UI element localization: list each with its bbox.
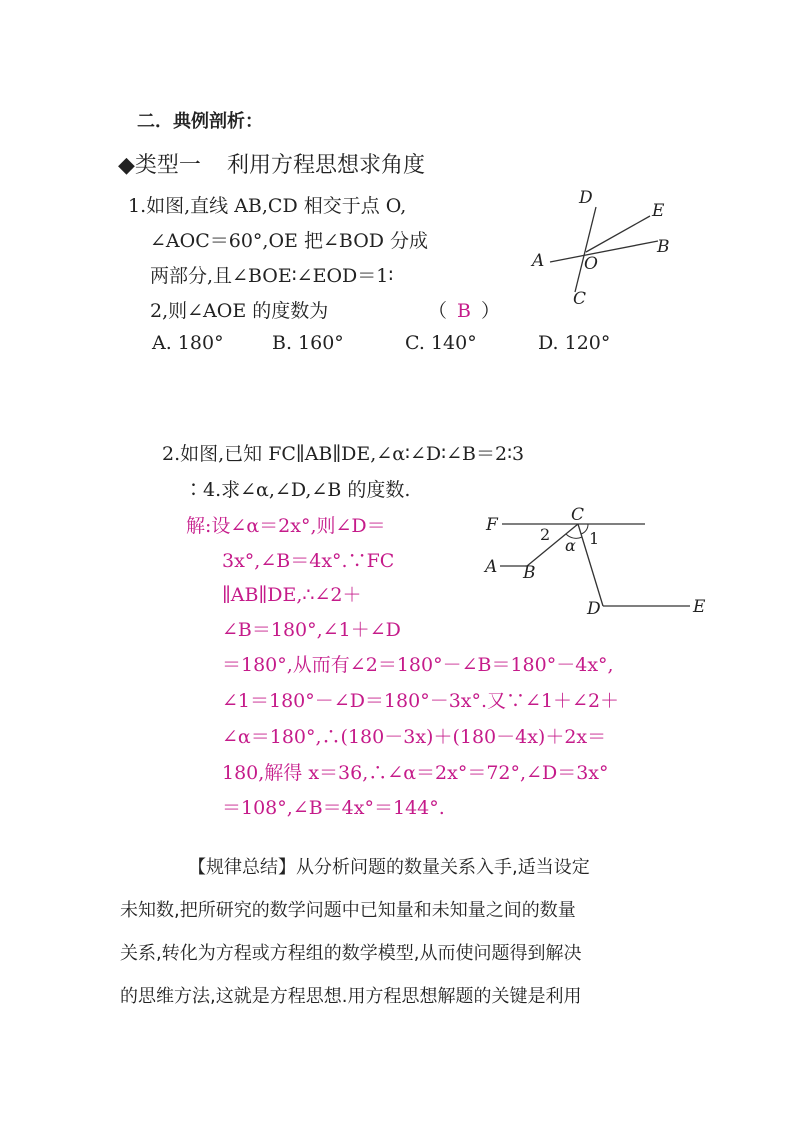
q1-answer-bracket: （ B ）: [428, 300, 500, 322]
solution-line: ∠α＝180°,∴(180－3x)＋(180－4x)＋2x＝: [222, 726, 607, 748]
label-b: B: [523, 563, 536, 583]
solution-line: ∠1＝180°－∠D＝180°－3x°.又∵∠1＋∠2＋: [222, 690, 620, 712]
solution-line: 180,解得 x＝36,∴∠α＝2x°＝72°,∠D＝3x°: [222, 762, 609, 784]
solution-line: ＝108°,∠B＝4x°＝144°.: [222, 797, 445, 819]
q2-line-2: ∶4.求∠α,∠D,∠B 的度数.: [184, 479, 411, 501]
q1-line-4: 2,则∠AOE 的度数为: [150, 300, 329, 322]
label-c: C: [573, 289, 587, 309]
label-angle-2: 2: [540, 525, 551, 544]
solution-line: ＝180°,从而有∠2＝180°－∠B＝180°－4x°,: [222, 654, 614, 676]
q1-line-1: 1.如图,直线 AB,CD 相交于点 O,: [128, 195, 407, 217]
q1-line-2: ∠AOC＝60°,OE 把∠BOD 分成: [150, 230, 429, 252]
summary-line: 关系,转化为方程或方程组的数学模型,从而使问题得到解决: [120, 943, 582, 964]
label-f: F: [486, 515, 498, 535]
q1-figure: [0, 0, 794, 400]
line-cd: [575, 207, 596, 292]
summary-line: 未知数,把所研究的数学问题中已知量和未知量之间的数量: [120, 900, 576, 921]
label-d: D: [587, 599, 601, 619]
section-heading: 二．典例剖析：: [137, 111, 263, 132]
label-angle-1: 1: [589, 529, 600, 548]
label-b: B: [657, 237, 670, 257]
q1-option-c: C. 140°: [405, 332, 477, 354]
solution-line: 3x°,∠B＝4x°.∵FC: [222, 550, 395, 572]
q2-line-1: 2.如图,已知 FC∥AB∥DE,∠α∶∠D∶∠B＝2∶3: [162, 443, 525, 465]
line-ab: [550, 241, 658, 262]
label-e: E: [693, 597, 706, 617]
label-e: E: [652, 201, 665, 221]
angle-1-arc: [581, 524, 588, 534]
solution-line: ∥AB∥DE,∴∠2＋: [222, 584, 362, 606]
summary-line: 【规律总结】从分析问题的数量关系入手,适当设定: [188, 857, 590, 878]
label-a: A: [485, 557, 498, 577]
q1-option-d: D. 120°: [538, 332, 611, 354]
label-o: O: [584, 254, 598, 274]
solution-line: 解:设∠α＝2x°,则∠D＝: [186, 515, 386, 537]
label-a: A: [532, 251, 545, 271]
solution-line: ∠B＝180°,∠1＋∠D: [222, 619, 401, 641]
q1-line-3: 两部分,且∠BOE∶∠EOD＝1∶: [150, 265, 394, 287]
type-name: 类型一: [134, 153, 201, 178]
diamond-icon: ◆: [118, 153, 135, 178]
q2-figure: [0, 490, 794, 640]
type-title: 利用方程思想求角度: [226, 153, 425, 178]
q1-answer: B: [457, 300, 471, 322]
label-c: C: [571, 505, 585, 525]
q1-option-a: A. 180°: [152, 332, 224, 354]
label-alpha: α: [565, 536, 576, 555]
summary-line: 的思维方法,这就是方程思想.用方程思想解题的关键是利用: [120, 986, 582, 1007]
label-d: D: [579, 188, 593, 208]
q1-option-b: B. 160°: [272, 332, 344, 354]
ray-oe: [586, 216, 650, 252]
